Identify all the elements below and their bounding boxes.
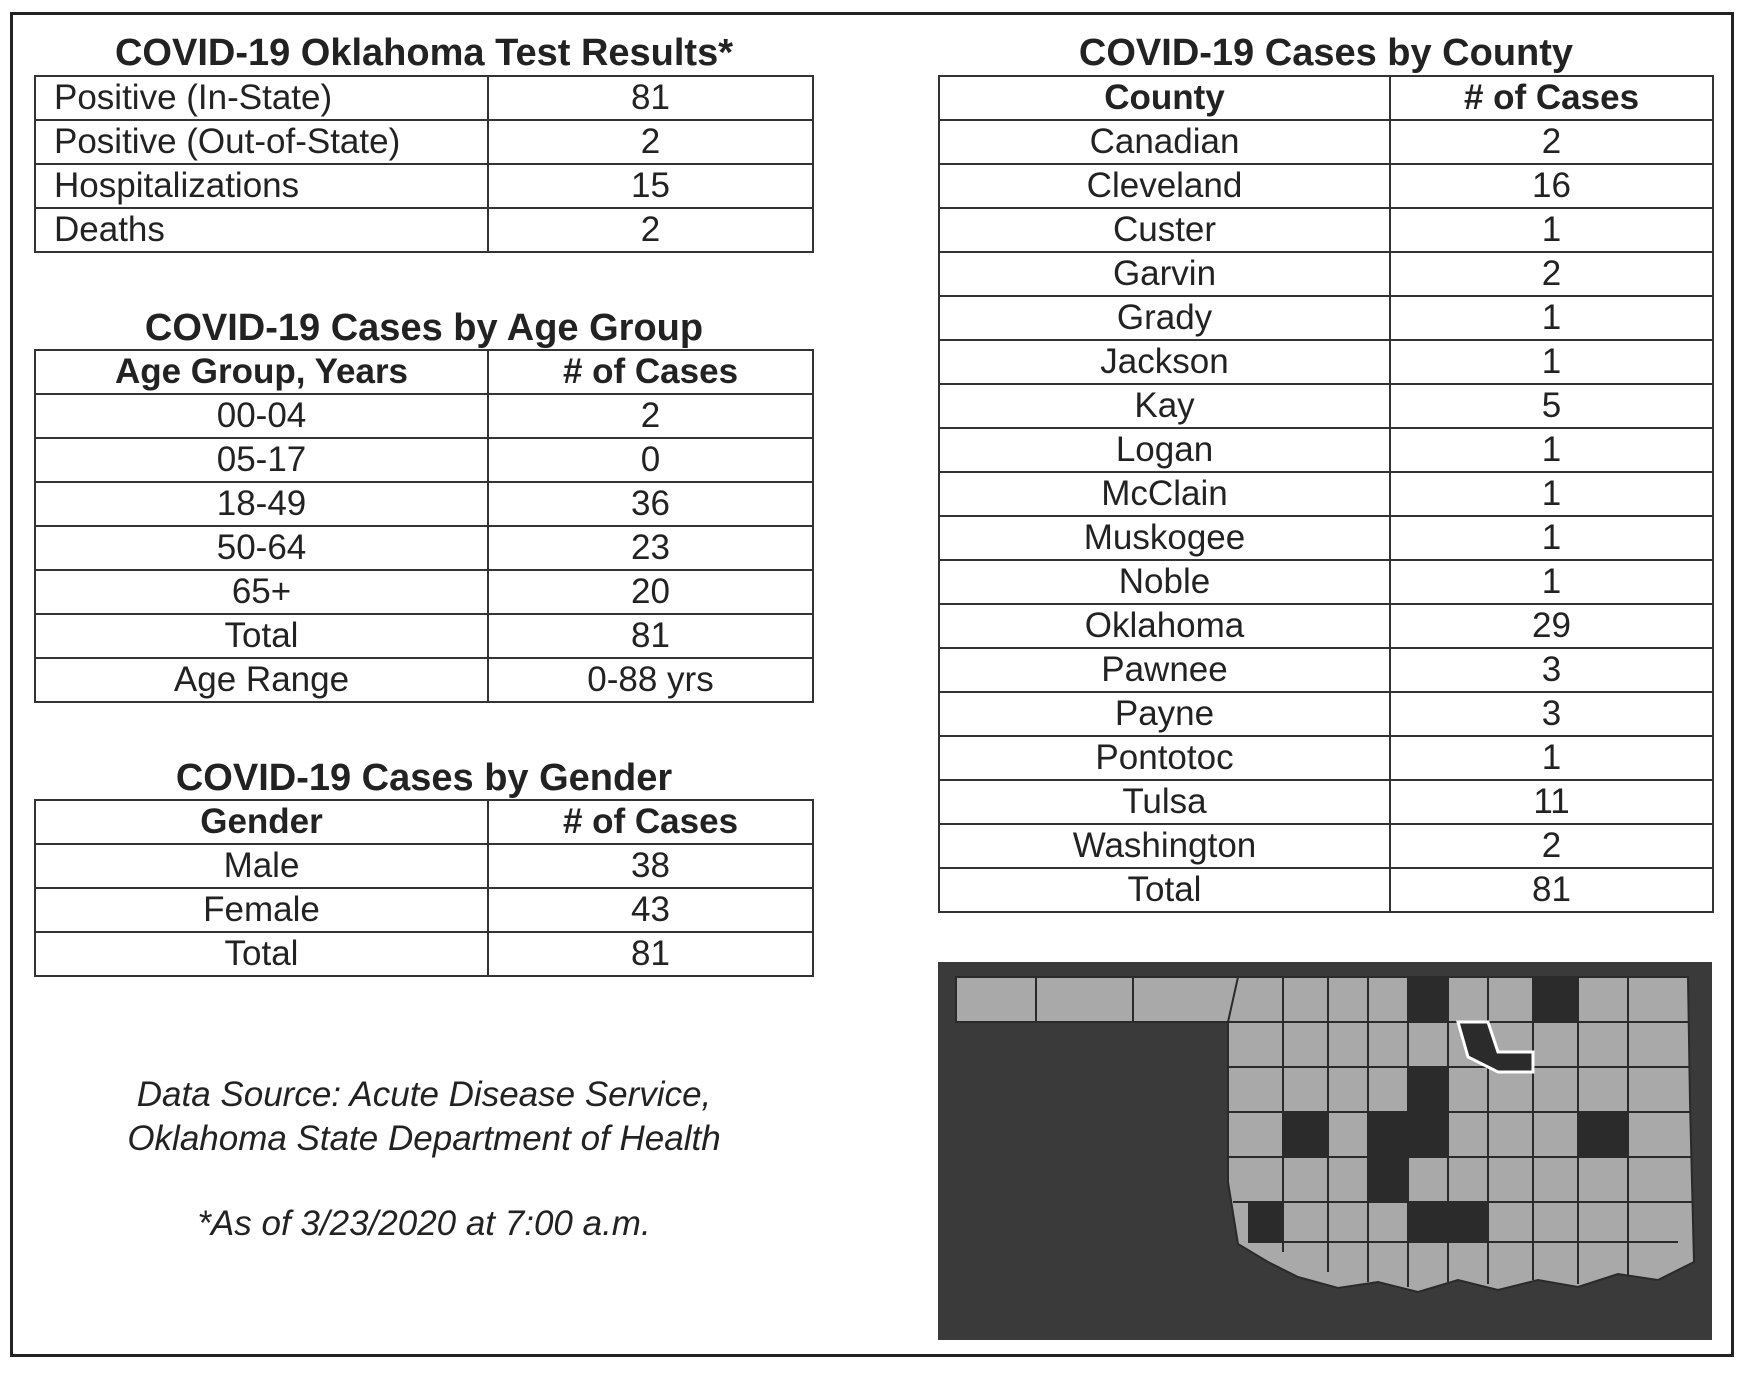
- county-row-value: 1: [1390, 296, 1713, 340]
- test-results-row: [35, 208, 813, 252]
- county-row-value: 2: [1390, 252, 1713, 296]
- test-results-title: COVID-19 Oklahoma Test Results*: [114, 32, 734, 74]
- age-group-row: [35, 526, 813, 570]
- county-row-value: 16: [1390, 164, 1713, 208]
- age-group-header-label: Age Group, Years: [35, 350, 488, 394]
- county-row: [939, 560, 1713, 604]
- age-group-row-value: 36: [488, 482, 813, 526]
- county-row-label: Pawnee: [939, 648, 1390, 692]
- county-row: [939, 120, 1713, 164]
- age-group-row: [35, 614, 813, 658]
- age-group-row: [35, 482, 813, 526]
- age-group-title: COVID-19 Cases by Age Group: [144, 307, 704, 349]
- county-header-cases: # of Cases: [1390, 76, 1713, 120]
- county-row-label: Payne: [939, 692, 1390, 736]
- age-group-row-label: 18-49: [35, 482, 488, 526]
- test-results-table: [34, 75, 814, 253]
- age-group-row-label: Age Range: [35, 658, 488, 702]
- county-row: [939, 296, 1713, 340]
- county-row-label: Oklahoma: [939, 604, 1390, 648]
- age-group-row-value: 0-88 yrs: [488, 658, 813, 702]
- age-group-row-label: Total: [35, 614, 488, 658]
- county-row: [939, 164, 1713, 208]
- data-source-line1: Data Source: Acute Disease Service,: [136, 1075, 712, 1114]
- county-row-label: Muskogee: [939, 516, 1390, 560]
- test-results-row-label: Deaths: [35, 208, 488, 252]
- gender-row-value: 81: [488, 932, 813, 976]
- county-row: [939, 604, 1713, 648]
- county-row-label: Washington: [939, 824, 1390, 868]
- county-row: [939, 340, 1713, 384]
- gender-title: COVID-19 Cases by Gender: [175, 757, 673, 799]
- test-results-row-value: 81: [488, 76, 813, 120]
- oklahoma-county-map: [938, 962, 1712, 1340]
- county-row-label: Cleveland: [939, 164, 1390, 208]
- county-row: [939, 648, 1713, 692]
- gender-row-value: 43: [488, 888, 813, 932]
- gender-row-label: Female: [35, 888, 488, 932]
- age-group-row-value: 23: [488, 526, 813, 570]
- county-row-value: 1: [1390, 340, 1713, 384]
- test-results-row-label: Hospitalizations: [35, 164, 488, 208]
- county-row-value: 1: [1390, 516, 1713, 560]
- county-row: [939, 824, 1713, 868]
- age-group-row-label: 00-04: [35, 394, 488, 438]
- age-group-row-value: 2: [488, 394, 813, 438]
- county-row-value: 1: [1390, 560, 1713, 604]
- test-results-row-label: Positive (Out-of-State): [35, 120, 488, 164]
- county-row-label: Grady: [939, 296, 1390, 340]
- data-source-line2: Oklahoma State Department of Health: [127, 1119, 721, 1158]
- county-row-value: 3: [1390, 692, 1713, 736]
- county-row-value: 1: [1390, 428, 1713, 472]
- county-row: [939, 428, 1713, 472]
- gender-row: [35, 888, 813, 932]
- test-results-row: [35, 76, 813, 120]
- age-group-row-label: 05-17: [35, 438, 488, 482]
- county-row: [939, 208, 1713, 252]
- county-row-label: Jackson: [939, 340, 1390, 384]
- county-row-value: 3: [1390, 648, 1713, 692]
- county-row: [939, 252, 1713, 296]
- county-table: [938, 75, 1714, 913]
- county-row-value: 81: [1390, 868, 1713, 912]
- age-group-row-label: 50-64: [35, 526, 488, 570]
- county-row: [939, 516, 1713, 560]
- age-group-row-label: 65+: [35, 570, 488, 614]
- gender-row: [35, 844, 813, 888]
- as-of-note: *As of 3/23/2020 at 7:00 a.m.: [197, 1204, 651, 1243]
- test-results-row-label: Positive (In-State): [35, 76, 488, 120]
- test-results-row-value: 2: [488, 120, 813, 164]
- age-group-row: [35, 394, 813, 438]
- county-row: [939, 692, 1713, 736]
- age-group-row: [35, 658, 813, 702]
- county-row-label: Tulsa: [939, 780, 1390, 824]
- gender-row-label: Total: [35, 932, 488, 976]
- age-group-row-value: 20: [488, 570, 813, 614]
- age-group-table: [34, 349, 814, 703]
- county-row: [939, 780, 1713, 824]
- county-row-label: McClain: [939, 472, 1390, 516]
- test-results-row: [35, 120, 813, 164]
- test-results-row-value: 2: [488, 208, 813, 252]
- age-group-row-value: 0: [488, 438, 813, 482]
- map-panhandle: [956, 977, 1238, 1022]
- gender-row: [35, 932, 813, 976]
- county-header-label: County: [939, 76, 1390, 120]
- gender-row-value: 38: [488, 844, 813, 888]
- county-row-value: 2: [1390, 824, 1713, 868]
- county-title: COVID-19 Cases by County: [1078, 32, 1574, 74]
- data-source: [34, 1073, 814, 1161]
- county-row-label: Logan: [939, 428, 1390, 472]
- county-row-value: 1: [1390, 472, 1713, 516]
- county-row-label: Kay: [939, 384, 1390, 428]
- county-row-label: Noble: [939, 560, 1390, 604]
- county-row-label: Canadian: [939, 120, 1390, 164]
- county-row: [939, 384, 1713, 428]
- county-row-value: 11: [1390, 780, 1713, 824]
- county-row: [939, 472, 1713, 516]
- county-row-label: Custer: [939, 208, 1390, 252]
- county-row: [939, 736, 1713, 780]
- gender-row-label: Male: [35, 844, 488, 888]
- age-group-row: [35, 570, 813, 614]
- county-row-value: 5: [1390, 384, 1713, 428]
- county-row-value: 2: [1390, 120, 1713, 164]
- test-results-row: [35, 164, 813, 208]
- test-results-row-value: 15: [488, 164, 813, 208]
- county-row-label: Total: [939, 868, 1390, 912]
- gender-table: [34, 799, 814, 977]
- gender-header-label: Gender: [35, 800, 488, 844]
- county-row-value: 1: [1390, 208, 1713, 252]
- age-group-row: [35, 438, 813, 482]
- age-group-row-value: 81: [488, 614, 813, 658]
- age-group-header-cases: # of Cases: [488, 350, 813, 394]
- county-row: [939, 868, 1713, 912]
- county-row-label: Garvin: [939, 252, 1390, 296]
- county-row-value: 29: [1390, 604, 1713, 648]
- gender-header-cases: # of Cases: [488, 800, 813, 844]
- county-row-value: 1: [1390, 736, 1713, 780]
- county-row-label: Pontotoc: [939, 736, 1390, 780]
